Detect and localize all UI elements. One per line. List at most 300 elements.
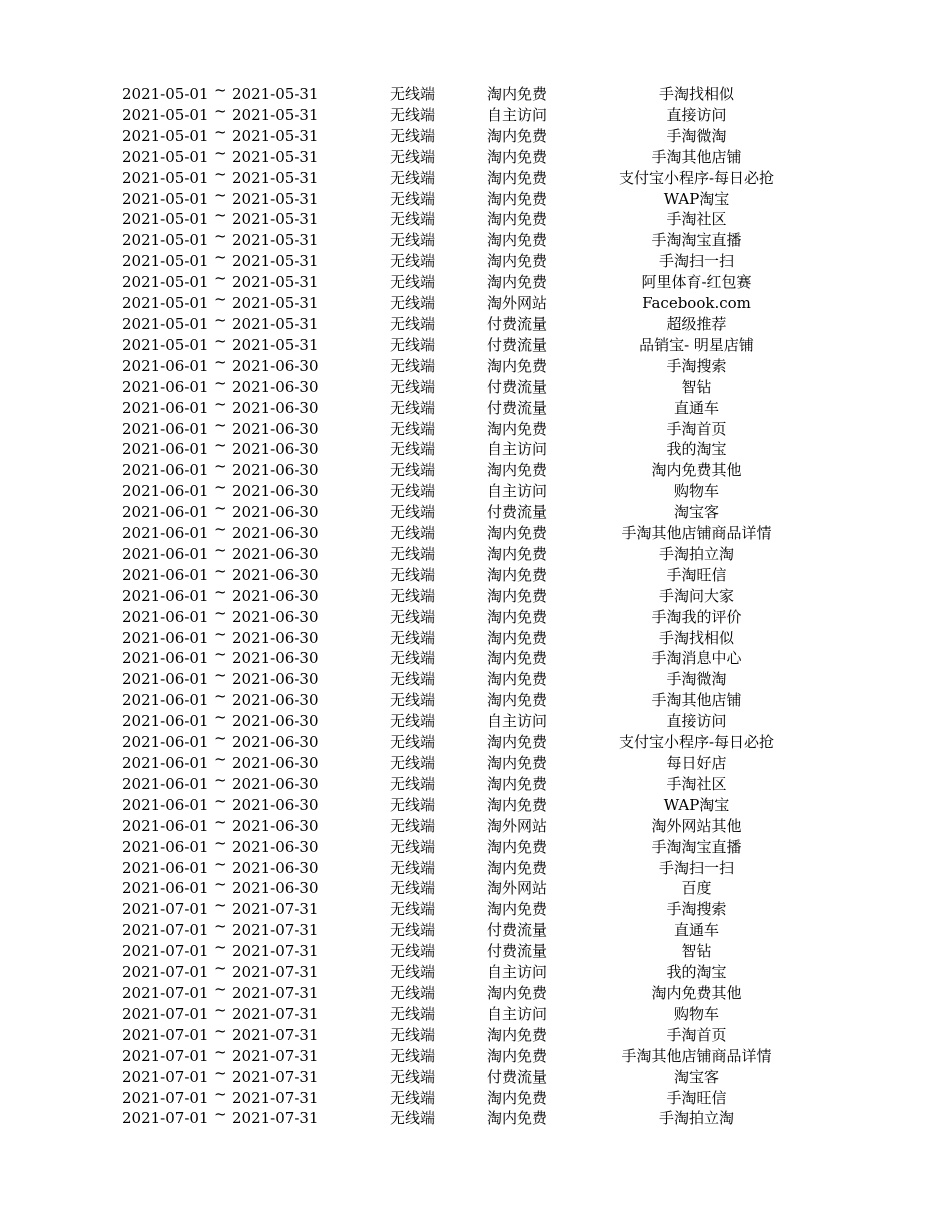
range-separator: ~ bbox=[214, 1105, 227, 1124]
terminal-cell: 无线端 bbox=[390, 1025, 436, 1044]
terminal-cell: 无线端 bbox=[390, 670, 436, 689]
end-date-cell: 2021-07-31 bbox=[232, 1067, 319, 1086]
start-date-cell: 2021-06-01 bbox=[122, 398, 209, 417]
table-row bbox=[0, 81, 950, 105]
traffic-source-cell: 手淘其他店铺商品详情 bbox=[621, 1046, 772, 1065]
traffic-source-cell: 淘宝客 bbox=[673, 1067, 719, 1086]
range-separator: ~ bbox=[214, 373, 227, 392]
range-separator: ~ bbox=[214, 520, 227, 539]
traffic-type-cell: 淘内免费 bbox=[487, 670, 548, 689]
table-row bbox=[0, 269, 950, 293]
table-row bbox=[0, 352, 950, 377]
table-row bbox=[0, 687, 950, 711]
traffic-type-cell: 淘内免费 bbox=[487, 1025, 548, 1044]
range-separator: ~ bbox=[214, 1000, 227, 1019]
traffic-source-cell: 手淘扫一扫 bbox=[658, 252, 734, 271]
traffic-source-cell: 每日好店 bbox=[666, 754, 727, 772]
range-separator: ~ bbox=[214, 770, 227, 789]
traffic-type-cell: 付费流量 bbox=[487, 503, 548, 522]
table-row bbox=[0, 645, 950, 669]
range-separator: ~ bbox=[214, 81, 227, 99]
range-separator: ~ bbox=[214, 185, 227, 204]
end-date-cell: 2021-05-31 bbox=[232, 126, 319, 145]
traffic-source-cell: 我的淘宝 bbox=[666, 440, 727, 459]
traffic-type-cell: 淘内免费 bbox=[487, 252, 548, 271]
traffic-type-cell: 淘内免费 bbox=[487, 147, 548, 166]
traffic-source-cell: 手淘找相似 bbox=[658, 85, 734, 103]
start-date-cell: 2021-06-01 bbox=[122, 377, 209, 396]
traffic-source-cell: 阿里体育-红包赛 bbox=[641, 273, 752, 292]
table-row bbox=[0, 959, 950, 983]
range-separator: ~ bbox=[214, 122, 227, 141]
range-separator: ~ bbox=[214, 791, 227, 810]
terminal-cell: 无线端 bbox=[390, 733, 436, 752]
terminal-cell: 无线端 bbox=[390, 461, 436, 480]
end-date-cell: 2021-07-31 bbox=[232, 1088, 319, 1107]
terminal-cell: 无线端 bbox=[390, 1046, 436, 1065]
range-separator: ~ bbox=[214, 143, 227, 162]
table-row bbox=[0, 101, 950, 126]
range-separator: ~ bbox=[214, 331, 227, 350]
end-date-cell: 2021-06-30 bbox=[232, 733, 319, 752]
end-date-cell: 2021-07-31 bbox=[232, 983, 319, 1002]
terminal-cell: 无线端 bbox=[390, 816, 436, 835]
end-date-cell: 2021-06-30 bbox=[232, 628, 319, 647]
traffic-source-cell: 手淘搜索 bbox=[666, 356, 727, 375]
range-separator: ~ bbox=[214, 708, 227, 727]
terminal-cell: 无线端 bbox=[390, 189, 436, 208]
terminal-cell: 无线端 bbox=[390, 544, 436, 563]
table-row bbox=[0, 938, 950, 962]
end-date-cell: 2021-07-31 bbox=[232, 921, 319, 940]
range-separator: ~ bbox=[214, 1063, 227, 1082]
table-row bbox=[0, 415, 950, 440]
range-separator: ~ bbox=[214, 206, 227, 225]
table-row bbox=[0, 582, 950, 607]
end-date-cell: 2021-06-30 bbox=[232, 879, 319, 898]
end-date-cell: 2021-05-31 bbox=[232, 231, 319, 250]
terminal-cell: 无线端 bbox=[390, 565, 436, 584]
start-date-cell: 2021-07-01 bbox=[122, 1025, 209, 1044]
traffic-source-cell: 手淘社区 bbox=[666, 774, 727, 793]
table-row bbox=[0, 1063, 950, 1088]
traffic-source-cell: WAP淘宝 bbox=[663, 189, 730, 208]
traffic-type-cell: 淘内免费 bbox=[487, 524, 548, 543]
traffic-source-cell: 直接访问 bbox=[666, 105, 727, 124]
range-separator: ~ bbox=[214, 603, 227, 622]
traffic-type-cell: 淘内免费 bbox=[487, 461, 548, 480]
start-date-cell: 2021-06-01 bbox=[122, 607, 209, 626]
range-separator: ~ bbox=[214, 582, 227, 601]
end-date-cell: 2021-05-31 bbox=[232, 105, 319, 124]
traffic-source-cell: 品销宝- 明星店铺 bbox=[639, 335, 754, 354]
start-date-cell: 2021-05-01 bbox=[122, 335, 209, 354]
start-date-cell: 2021-06-01 bbox=[122, 356, 209, 375]
traffic-type-cell: 淘内免费 bbox=[487, 754, 548, 772]
end-date-cell: 2021-06-30 bbox=[232, 795, 319, 814]
table-row bbox=[0, 979, 950, 1004]
range-separator: ~ bbox=[214, 540, 227, 559]
table-row bbox=[0, 1000, 950, 1025]
terminal-cell: 无线端 bbox=[390, 607, 436, 626]
table-row bbox=[0, 624, 950, 649]
range-separator: ~ bbox=[214, 896, 227, 915]
start-date-cell: 2021-07-01 bbox=[122, 900, 209, 919]
traffic-source-cell: 智钻 bbox=[681, 942, 712, 961]
table-row bbox=[0, 833, 950, 858]
start-date-cell: 2021-05-01 bbox=[122, 210, 209, 229]
table-row bbox=[0, 248, 950, 272]
end-date-cell: 2021-05-31 bbox=[232, 314, 319, 333]
end-date-cell: 2021-06-30 bbox=[232, 837, 319, 856]
end-date-cell: 2021-06-30 bbox=[232, 461, 319, 480]
range-separator: ~ bbox=[214, 269, 227, 288]
traffic-type-cell: 淘内免费 bbox=[487, 419, 548, 438]
table-row bbox=[0, 436, 950, 460]
traffic-type-cell: 淘内免费 bbox=[487, 795, 548, 814]
terminal-cell: 无线端 bbox=[390, 147, 436, 166]
table-row bbox=[0, 394, 950, 419]
traffic-source-cell: 手淘问大家 bbox=[658, 586, 734, 605]
traffic-type-cell: 付费流量 bbox=[487, 398, 548, 417]
range-separator: ~ bbox=[214, 478, 227, 497]
traffic-type-cell: 淘内免费 bbox=[487, 733, 548, 752]
table-row bbox=[0, 331, 950, 356]
end-date-cell: 2021-06-30 bbox=[232, 754, 319, 772]
end-date-cell: 2021-06-30 bbox=[232, 356, 319, 375]
table-row bbox=[0, 896, 950, 920]
terminal-cell: 无线端 bbox=[390, 168, 436, 187]
traffic-type-cell: 自主访问 bbox=[487, 1004, 548, 1023]
start-date-cell: 2021-06-01 bbox=[122, 754, 209, 772]
start-date-cell: 2021-05-01 bbox=[122, 126, 209, 145]
traffic-source-cell: 手淘微淘 bbox=[666, 670, 727, 689]
terminal-cell: 无线端 bbox=[390, 649, 436, 668]
end-date-cell: 2021-05-31 bbox=[232, 210, 319, 229]
table-row bbox=[0, 206, 950, 230]
traffic-source-cell: 手淘微淘 bbox=[666, 126, 727, 145]
traffic-source-cell: 手淘其他店铺商品详情 bbox=[621, 524, 772, 543]
table-row bbox=[0, 875, 950, 899]
table-row bbox=[0, 164, 950, 189]
table-row bbox=[0, 917, 950, 941]
traffic-source-cell: 手淘淘宝直播 bbox=[651, 231, 742, 250]
end-date-cell: 2021-07-31 bbox=[232, 963, 319, 982]
traffic-type-cell: 自主访问 bbox=[487, 482, 548, 501]
start-date-cell: 2021-06-01 bbox=[122, 524, 209, 543]
terminal-cell: 无线端 bbox=[390, 482, 436, 501]
traffic-source-cell: 手淘找相似 bbox=[658, 628, 734, 647]
traffic-type-cell: 付费流量 bbox=[487, 942, 548, 961]
table-row bbox=[0, 310, 950, 335]
range-separator: ~ bbox=[214, 979, 227, 998]
terminal-cell: 无线端 bbox=[390, 398, 436, 417]
start-date-cell: 2021-07-01 bbox=[122, 1046, 209, 1065]
terminal-cell: 无线端 bbox=[390, 252, 436, 271]
traffic-type-cell: 淘内免费 bbox=[487, 273, 548, 292]
table-row bbox=[0, 708, 950, 732]
traffic-type-cell: 淘内免费 bbox=[487, 565, 548, 584]
traffic-type-cell: 淘内免费 bbox=[487, 1109, 548, 1128]
terminal-cell: 无线端 bbox=[390, 356, 436, 375]
end-date-cell: 2021-06-30 bbox=[232, 377, 319, 396]
start-date-cell: 2021-07-01 bbox=[122, 1088, 209, 1107]
table-row bbox=[0, 540, 950, 565]
start-date-cell: 2021-06-01 bbox=[122, 482, 209, 501]
start-date-cell: 2021-05-01 bbox=[122, 231, 209, 250]
range-separator: ~ bbox=[214, 959, 227, 978]
table-row bbox=[0, 290, 950, 314]
start-date-cell: 2021-07-01 bbox=[122, 983, 209, 1002]
traffic-source-cell: 直通车 bbox=[673, 398, 719, 417]
range-separator: ~ bbox=[214, 290, 227, 309]
end-date-cell: 2021-05-31 bbox=[232, 85, 319, 103]
end-date-cell: 2021-06-30 bbox=[232, 670, 319, 689]
traffic-source-cell: 手淘其他店铺 bbox=[651, 147, 742, 166]
traffic-source-cell: 智钻 bbox=[681, 377, 712, 396]
end-date-cell: 2021-07-31 bbox=[232, 1004, 319, 1023]
traffic-type-cell: 淘内免费 bbox=[487, 983, 548, 1002]
range-separator: ~ bbox=[214, 687, 227, 706]
traffic-type-cell: 自主访问 bbox=[487, 712, 548, 731]
range-separator: ~ bbox=[214, 624, 227, 643]
start-date-cell: 2021-06-01 bbox=[122, 565, 209, 584]
range-separator: ~ bbox=[214, 917, 227, 936]
traffic-source-cell: 购物车 bbox=[673, 1004, 719, 1023]
table-row bbox=[0, 561, 950, 586]
traffic-source-cell: 手淘旺信 bbox=[666, 1088, 727, 1107]
traffic-type-cell: 自主访问 bbox=[487, 963, 548, 982]
range-separator: ~ bbox=[214, 436, 227, 455]
range-separator: ~ bbox=[214, 645, 227, 664]
traffic-type-cell: 淘内免费 bbox=[487, 607, 548, 626]
traffic-type-cell: 淘内免费 bbox=[487, 544, 548, 563]
terminal-cell: 无线端 bbox=[390, 1004, 436, 1023]
end-date-cell: 2021-06-30 bbox=[232, 607, 319, 626]
traffic-type-cell: 淘内免费 bbox=[487, 837, 548, 856]
traffic-type-cell: 淘外网站 bbox=[487, 816, 548, 835]
traffic-type-cell: 淘外网站 bbox=[487, 879, 548, 898]
end-date-cell: 2021-07-31 bbox=[232, 1025, 319, 1044]
end-date-cell: 2021-07-31 bbox=[232, 1046, 319, 1065]
range-separator: ~ bbox=[214, 352, 227, 371]
terminal-cell: 无线端 bbox=[390, 754, 436, 772]
range-separator: ~ bbox=[214, 1042, 227, 1061]
range-separator: ~ bbox=[214, 666, 227, 685]
end-date-cell: 2021-05-31 bbox=[232, 147, 319, 166]
start-date-cell: 2021-05-01 bbox=[122, 105, 209, 124]
end-date-cell: 2021-07-31 bbox=[232, 942, 319, 961]
traffic-type-cell: 淘内免费 bbox=[487, 189, 548, 208]
end-date-cell: 2021-07-31 bbox=[232, 900, 319, 919]
traffic-source-cell: 超级推荐 bbox=[666, 314, 727, 333]
traffic-source-cell: 直接访问 bbox=[666, 712, 727, 731]
traffic-type-cell: 自主访问 bbox=[487, 105, 548, 124]
table-row bbox=[0, 499, 950, 523]
start-date-cell: 2021-06-01 bbox=[122, 628, 209, 647]
end-date-cell: 2021-05-31 bbox=[232, 273, 319, 292]
table-row bbox=[0, 373, 950, 398]
range-separator: ~ bbox=[214, 1084, 227, 1103]
terminal-cell: 无线端 bbox=[390, 712, 436, 731]
traffic-source-cell: 手淘社区 bbox=[666, 210, 727, 229]
traffic-type-cell: 淘内免费 bbox=[487, 586, 548, 605]
terminal-cell: 无线端 bbox=[390, 921, 436, 940]
traffic-source-cell: 手淘旺信 bbox=[666, 565, 727, 584]
table-row bbox=[0, 1021, 950, 1046]
traffic-type-cell: 付费流量 bbox=[487, 314, 548, 333]
table-row bbox=[0, 1042, 950, 1067]
end-date-cell: 2021-05-31 bbox=[232, 168, 319, 187]
range-separator: ~ bbox=[214, 164, 227, 183]
terminal-cell: 无线端 bbox=[390, 314, 436, 333]
start-date-cell: 2021-05-01 bbox=[122, 294, 209, 313]
traffic-source-cell: 手淘消息中心 bbox=[651, 649, 742, 668]
start-date-cell: 2021-07-01 bbox=[122, 921, 209, 940]
traffic-source-cell: 手淘拍立淘 bbox=[658, 1109, 734, 1128]
traffic-type-cell: 淘内免费 bbox=[487, 649, 548, 668]
terminal-cell: 无线端 bbox=[390, 273, 436, 292]
start-date-cell: 2021-06-01 bbox=[122, 879, 209, 898]
table-row bbox=[0, 791, 950, 816]
end-date-cell: 2021-07-31 bbox=[232, 1109, 319, 1128]
end-date-cell: 2021-06-30 bbox=[232, 816, 319, 835]
end-date-cell: 2021-06-30 bbox=[232, 649, 319, 668]
traffic-type-cell: 淘内免费 bbox=[487, 858, 548, 877]
terminal-cell: 无线端 bbox=[390, 210, 436, 229]
start-date-cell: 2021-06-01 bbox=[122, 816, 209, 835]
start-date-cell: 2021-05-01 bbox=[122, 189, 209, 208]
terminal-cell: 无线端 bbox=[390, 879, 436, 898]
traffic-type-cell: 淘内免费 bbox=[487, 691, 548, 710]
terminal-cell: 无线端 bbox=[390, 126, 436, 145]
range-separator: ~ bbox=[214, 561, 227, 580]
traffic-source-cell: 淘宝客 bbox=[673, 503, 719, 522]
terminal-cell: 无线端 bbox=[390, 105, 436, 124]
terminal-cell: 无线端 bbox=[390, 900, 436, 919]
terminal-cell: 无线端 bbox=[390, 837, 436, 856]
terminal-cell: 无线端 bbox=[390, 419, 436, 438]
traffic-type-cell: 付费流量 bbox=[487, 921, 548, 940]
table-row bbox=[0, 1084, 950, 1109]
range-separator: ~ bbox=[214, 310, 227, 329]
range-separator: ~ bbox=[214, 248, 227, 267]
traffic-source-cell: 手淘首页 bbox=[666, 419, 727, 438]
traffic-source-cell: 淘内免费其他 bbox=[651, 983, 742, 1002]
table-row bbox=[0, 729, 950, 753]
traffic-source-cell: 百度 bbox=[681, 879, 712, 898]
terminal-cell: 无线端 bbox=[390, 1067, 436, 1086]
end-date-cell: 2021-06-30 bbox=[232, 544, 319, 563]
start-date-cell: 2021-06-01 bbox=[122, 670, 209, 689]
start-date-cell: 2021-05-01 bbox=[122, 252, 209, 271]
range-separator: ~ bbox=[214, 854, 227, 873]
traffic-source-cell: 手淘拍立淘 bbox=[658, 544, 734, 563]
terminal-cell: 无线端 bbox=[390, 335, 436, 354]
traffic-type-cell: 淘内免费 bbox=[487, 774, 548, 793]
traffic-type-cell: 付费流量 bbox=[487, 335, 548, 354]
traffic-source-cell: 淘外网站其他 bbox=[651, 816, 742, 835]
traffic-source-cell: 手淘扫一扫 bbox=[658, 858, 734, 877]
start-date-cell: 2021-06-01 bbox=[122, 774, 209, 793]
start-date-cell: 2021-06-01 bbox=[122, 544, 209, 563]
traffic-type-cell: 淘内免费 bbox=[487, 168, 548, 187]
traffic-source-cell: 手淘搜索 bbox=[666, 900, 727, 919]
terminal-cell: 无线端 bbox=[390, 628, 436, 647]
traffic-type-cell: 淘内免费 bbox=[487, 231, 548, 250]
traffic-type-cell: 淘内免费 bbox=[487, 900, 548, 919]
start-date-cell: 2021-06-01 bbox=[122, 461, 209, 480]
table-row bbox=[0, 854, 950, 879]
terminal-cell: 无线端 bbox=[390, 858, 436, 877]
traffic-type-cell: 淘内免费 bbox=[487, 1046, 548, 1065]
terminal-cell: 无线端 bbox=[390, 691, 436, 710]
range-separator: ~ bbox=[214, 875, 227, 894]
start-date-cell: 2021-06-01 bbox=[122, 503, 209, 522]
start-date-cell: 2021-07-01 bbox=[122, 1004, 209, 1023]
start-date-cell: 2021-06-01 bbox=[122, 795, 209, 814]
traffic-source-cell: 手淘首页 bbox=[666, 1025, 727, 1044]
range-separator: ~ bbox=[214, 101, 227, 120]
terminal-cell: 无线端 bbox=[390, 586, 436, 605]
start-date-cell: 2021-07-01 bbox=[122, 942, 209, 961]
end-date-cell: 2021-06-30 bbox=[232, 858, 319, 877]
traffic-source-cell: 手淘我的评价 bbox=[651, 607, 742, 626]
start-date-cell: 2021-07-01 bbox=[122, 1109, 209, 1128]
start-date-cell: 2021-05-01 bbox=[122, 85, 209, 103]
data-table bbox=[0, 81, 950, 1129]
end-date-cell: 2021-05-31 bbox=[232, 335, 319, 354]
traffic-source-cell: 淘内免费其他 bbox=[651, 461, 742, 480]
terminal-cell: 无线端 bbox=[390, 963, 436, 982]
range-separator: ~ bbox=[214, 938, 227, 957]
traffic-source-cell: Facebook.com bbox=[642, 294, 751, 313]
table-row bbox=[0, 520, 950, 544]
table-row bbox=[0, 122, 950, 147]
terminal-cell: 无线端 bbox=[390, 503, 436, 522]
traffic-type-cell: 付费流量 bbox=[487, 377, 548, 396]
table-row bbox=[0, 770, 950, 795]
table-row bbox=[0, 143, 950, 168]
traffic-source-cell: 我的淘宝 bbox=[666, 963, 727, 982]
traffic-source-cell: WAP淘宝 bbox=[663, 795, 730, 814]
end-date-cell: 2021-06-30 bbox=[232, 503, 319, 522]
end-date-cell: 2021-06-30 bbox=[232, 712, 319, 731]
table-row bbox=[0, 457, 950, 481]
terminal-cell: 无线端 bbox=[390, 983, 436, 1002]
traffic-type-cell: 淘内免费 bbox=[487, 628, 548, 647]
end-date-cell: 2021-06-30 bbox=[232, 524, 319, 543]
traffic-source-cell: 购物车 bbox=[673, 482, 719, 501]
start-date-cell: 2021-05-01 bbox=[122, 147, 209, 166]
table-row bbox=[0, 812, 950, 837]
traffic-type-cell: 付费流量 bbox=[487, 1067, 548, 1086]
terminal-cell: 无线端 bbox=[390, 795, 436, 814]
end-date-cell: 2021-06-30 bbox=[232, 774, 319, 793]
table-row bbox=[0, 185, 950, 210]
end-date-cell: 2021-05-31 bbox=[232, 294, 319, 313]
traffic-type-cell: 淘内免费 bbox=[487, 356, 548, 375]
terminal-cell: 无线端 bbox=[390, 1109, 436, 1128]
range-separator: ~ bbox=[214, 457, 227, 476]
end-date-cell: 2021-06-30 bbox=[232, 419, 319, 438]
start-date-cell: 2021-06-01 bbox=[122, 837, 209, 856]
start-date-cell: 2021-07-01 bbox=[122, 963, 209, 982]
start-date-cell: 2021-05-01 bbox=[122, 168, 209, 187]
range-separator: ~ bbox=[214, 750, 227, 768]
table-row bbox=[0, 478, 950, 502]
start-date-cell: 2021-06-01 bbox=[122, 712, 209, 731]
